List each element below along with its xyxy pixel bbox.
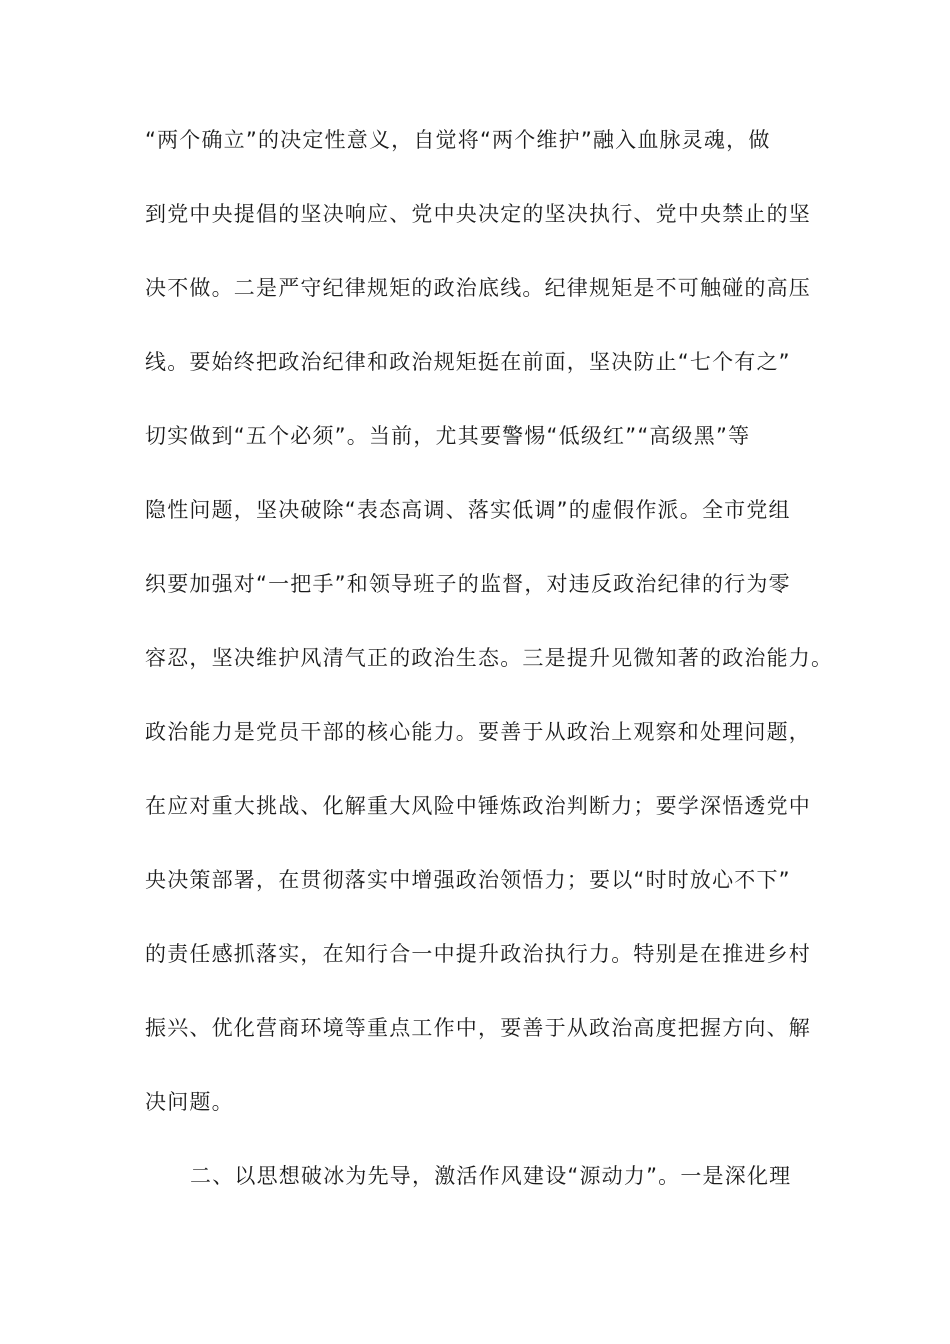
text-line: 切实做到“五个必须”。当前，尤其要警惕“低级红”“高级黑”等 bbox=[145, 424, 751, 448]
text-line: 到党中央提倡的坚决响应、党中央决定的坚决执行、党中央禁止的坚 bbox=[145, 202, 811, 226]
text-line: 决不做。二是严守纪律规矩的政治底线。纪律规矩是不可触碰的高压 bbox=[145, 276, 811, 300]
text-line: 的责任感抓落实，在知行合一中提升政治执行力。特别是在推进乡村 bbox=[145, 942, 811, 966]
text-line: 织要加强对“一把手”和领导班子的监督，对违反政治纪律的行为零 bbox=[145, 572, 791, 596]
text-line: 在应对重大挑战、化解重大风险中锤炼政治判断力；要学深悟透党中 bbox=[145, 794, 811, 818]
text-line: 振兴、优化营商环境等重点工作中，要善于从政治高度把握方向、解 bbox=[145, 1016, 811, 1040]
text-line: 线。要始终把政治纪律和政治规矩挺在前面，坚决防止“七个有之” bbox=[145, 350, 791, 374]
text-line: 央决策部署，在贯彻落实中增强政治领悟力；要以“时时放心不下” bbox=[145, 868, 791, 892]
text-line: 政治能力是党员干部的核心能力。要善于从政治上观察和处理问题， bbox=[145, 720, 811, 744]
text-line: 隐性问题，坚决破除“表态高调、落实低调”的虚假作派。全市党组 bbox=[145, 498, 791, 522]
text-line: “两个确立”的决定性意义，自觉将“两个维护”融入血脉灵魂，做 bbox=[145, 128, 771, 152]
text-line: 容忍，坚决维护风清气正的政治生态。三是提升见微知著的政治能力。 bbox=[145, 646, 834, 670]
section-heading-line: 二、以思想破冰为先导，激活作风建设“源动力”。一是深化理 bbox=[190, 1164, 792, 1188]
text-line: 决问题。 bbox=[145, 1090, 234, 1114]
